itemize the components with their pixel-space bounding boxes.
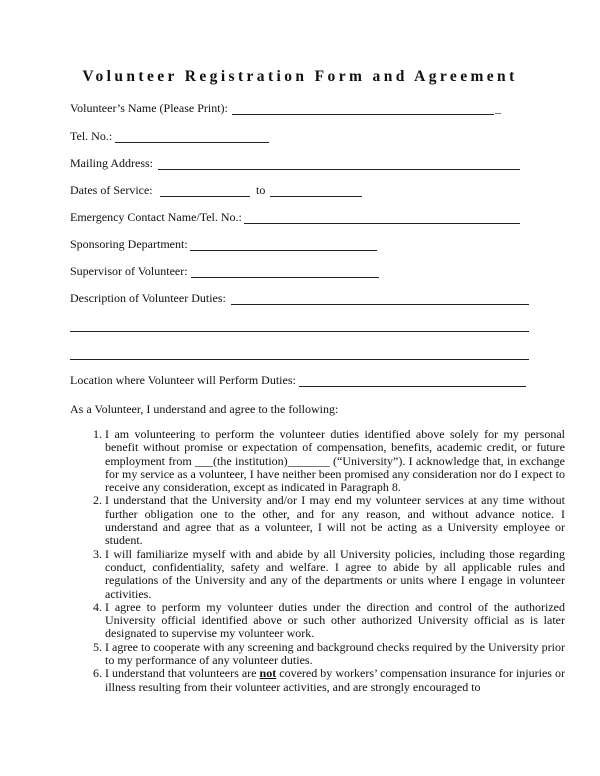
tel-input-line[interactable] xyxy=(115,142,269,143)
tel-label: Tel. No.: xyxy=(70,129,113,143)
form-title: Volunteer Registration Form and Agreement xyxy=(82,68,518,85)
term-item: 2. I understand that the University and/or I may end my volunteer services at any time without further obligation one to the other, and for any reason, and without advance notice. I understand and agree that as a volunteer, I will not be acting as a University employee or student. xyxy=(105,494,565,547)
date-from-input-line[interactable] xyxy=(160,196,250,197)
name-input-line[interactable] xyxy=(232,114,494,115)
duties-input-line-3[interactable] xyxy=(70,359,529,360)
dates-to-label: to xyxy=(256,183,266,197)
sponsor-input-line[interactable] xyxy=(190,250,377,251)
duties-label: Description of Volunteer Duties: xyxy=(70,291,226,305)
term-item: 5. I agree to cooperate with any screening and background checks required by the University prior to my performance of any volunteer duties. xyxy=(105,641,565,668)
term6-emphasis: not xyxy=(259,666,277,681)
term-item: 3. I will familiarize myself with and abide by all University policies, including those regarding conduct, confidentiality, safety and welfare. I agree to abide by all applicable rules and regulations of the University and any of the departments or units where I engage in volunteer activities. xyxy=(105,548,565,601)
term6-before: I understand that volunteers are xyxy=(105,666,260,681)
term-item: 4. I agree to perform my volunteer duties under the direction and control of the authorized University official identified above or such other authorized University official as is later designated to supervise my volunteer work. xyxy=(105,601,565,641)
sponsor-label: Sponsoring Department: xyxy=(70,237,188,251)
emergency-label: Emergency Contact Name/Tel. No.: xyxy=(70,210,242,224)
mailing-label: Mailing Address: xyxy=(70,156,153,170)
term6-after: covered by workers’ compensation insurance for injuries or illness resulting from their volunteer activities, and are strongly encouraged to xyxy=(105,666,565,694)
terms-list xyxy=(70,428,565,694)
location-label: Location where Volunteer will Perform Duties: xyxy=(70,373,296,387)
name-label: Volunteer’s Name (Please Print): xyxy=(70,101,228,115)
supervisor-label: Supervisor of Volunteer: xyxy=(70,264,188,278)
location-input-line[interactable] xyxy=(299,386,526,387)
term-item xyxy=(105,667,565,694)
date-to-input-line[interactable] xyxy=(270,196,362,197)
name-trail: _ xyxy=(495,101,501,115)
duties-input-line-2[interactable] xyxy=(70,331,529,332)
emergency-input-line[interactable] xyxy=(244,223,520,224)
term-item: 1. I am volunteering to perform the volunteer duties identified above solely for my personal benefit without promise or expectation of compensation, benefits, academic credit, or future employment from ___(the institution)_______ (“University”). I acknowledge that, in exchange for my service as a volunteer, I have neither been promised any consideration nor do I expect to receive any consideration, except as indicated in Paragraph 8. xyxy=(105,428,565,494)
intro-text: As a Volunteer, I understand and agree to the following: xyxy=(70,402,339,416)
supervisor-input-line[interactable] xyxy=(191,277,379,278)
dates-label: Dates of Service: xyxy=(70,183,153,197)
mailing-input-line[interactable] xyxy=(158,169,520,170)
duties-input-line-1[interactable] xyxy=(231,304,529,305)
